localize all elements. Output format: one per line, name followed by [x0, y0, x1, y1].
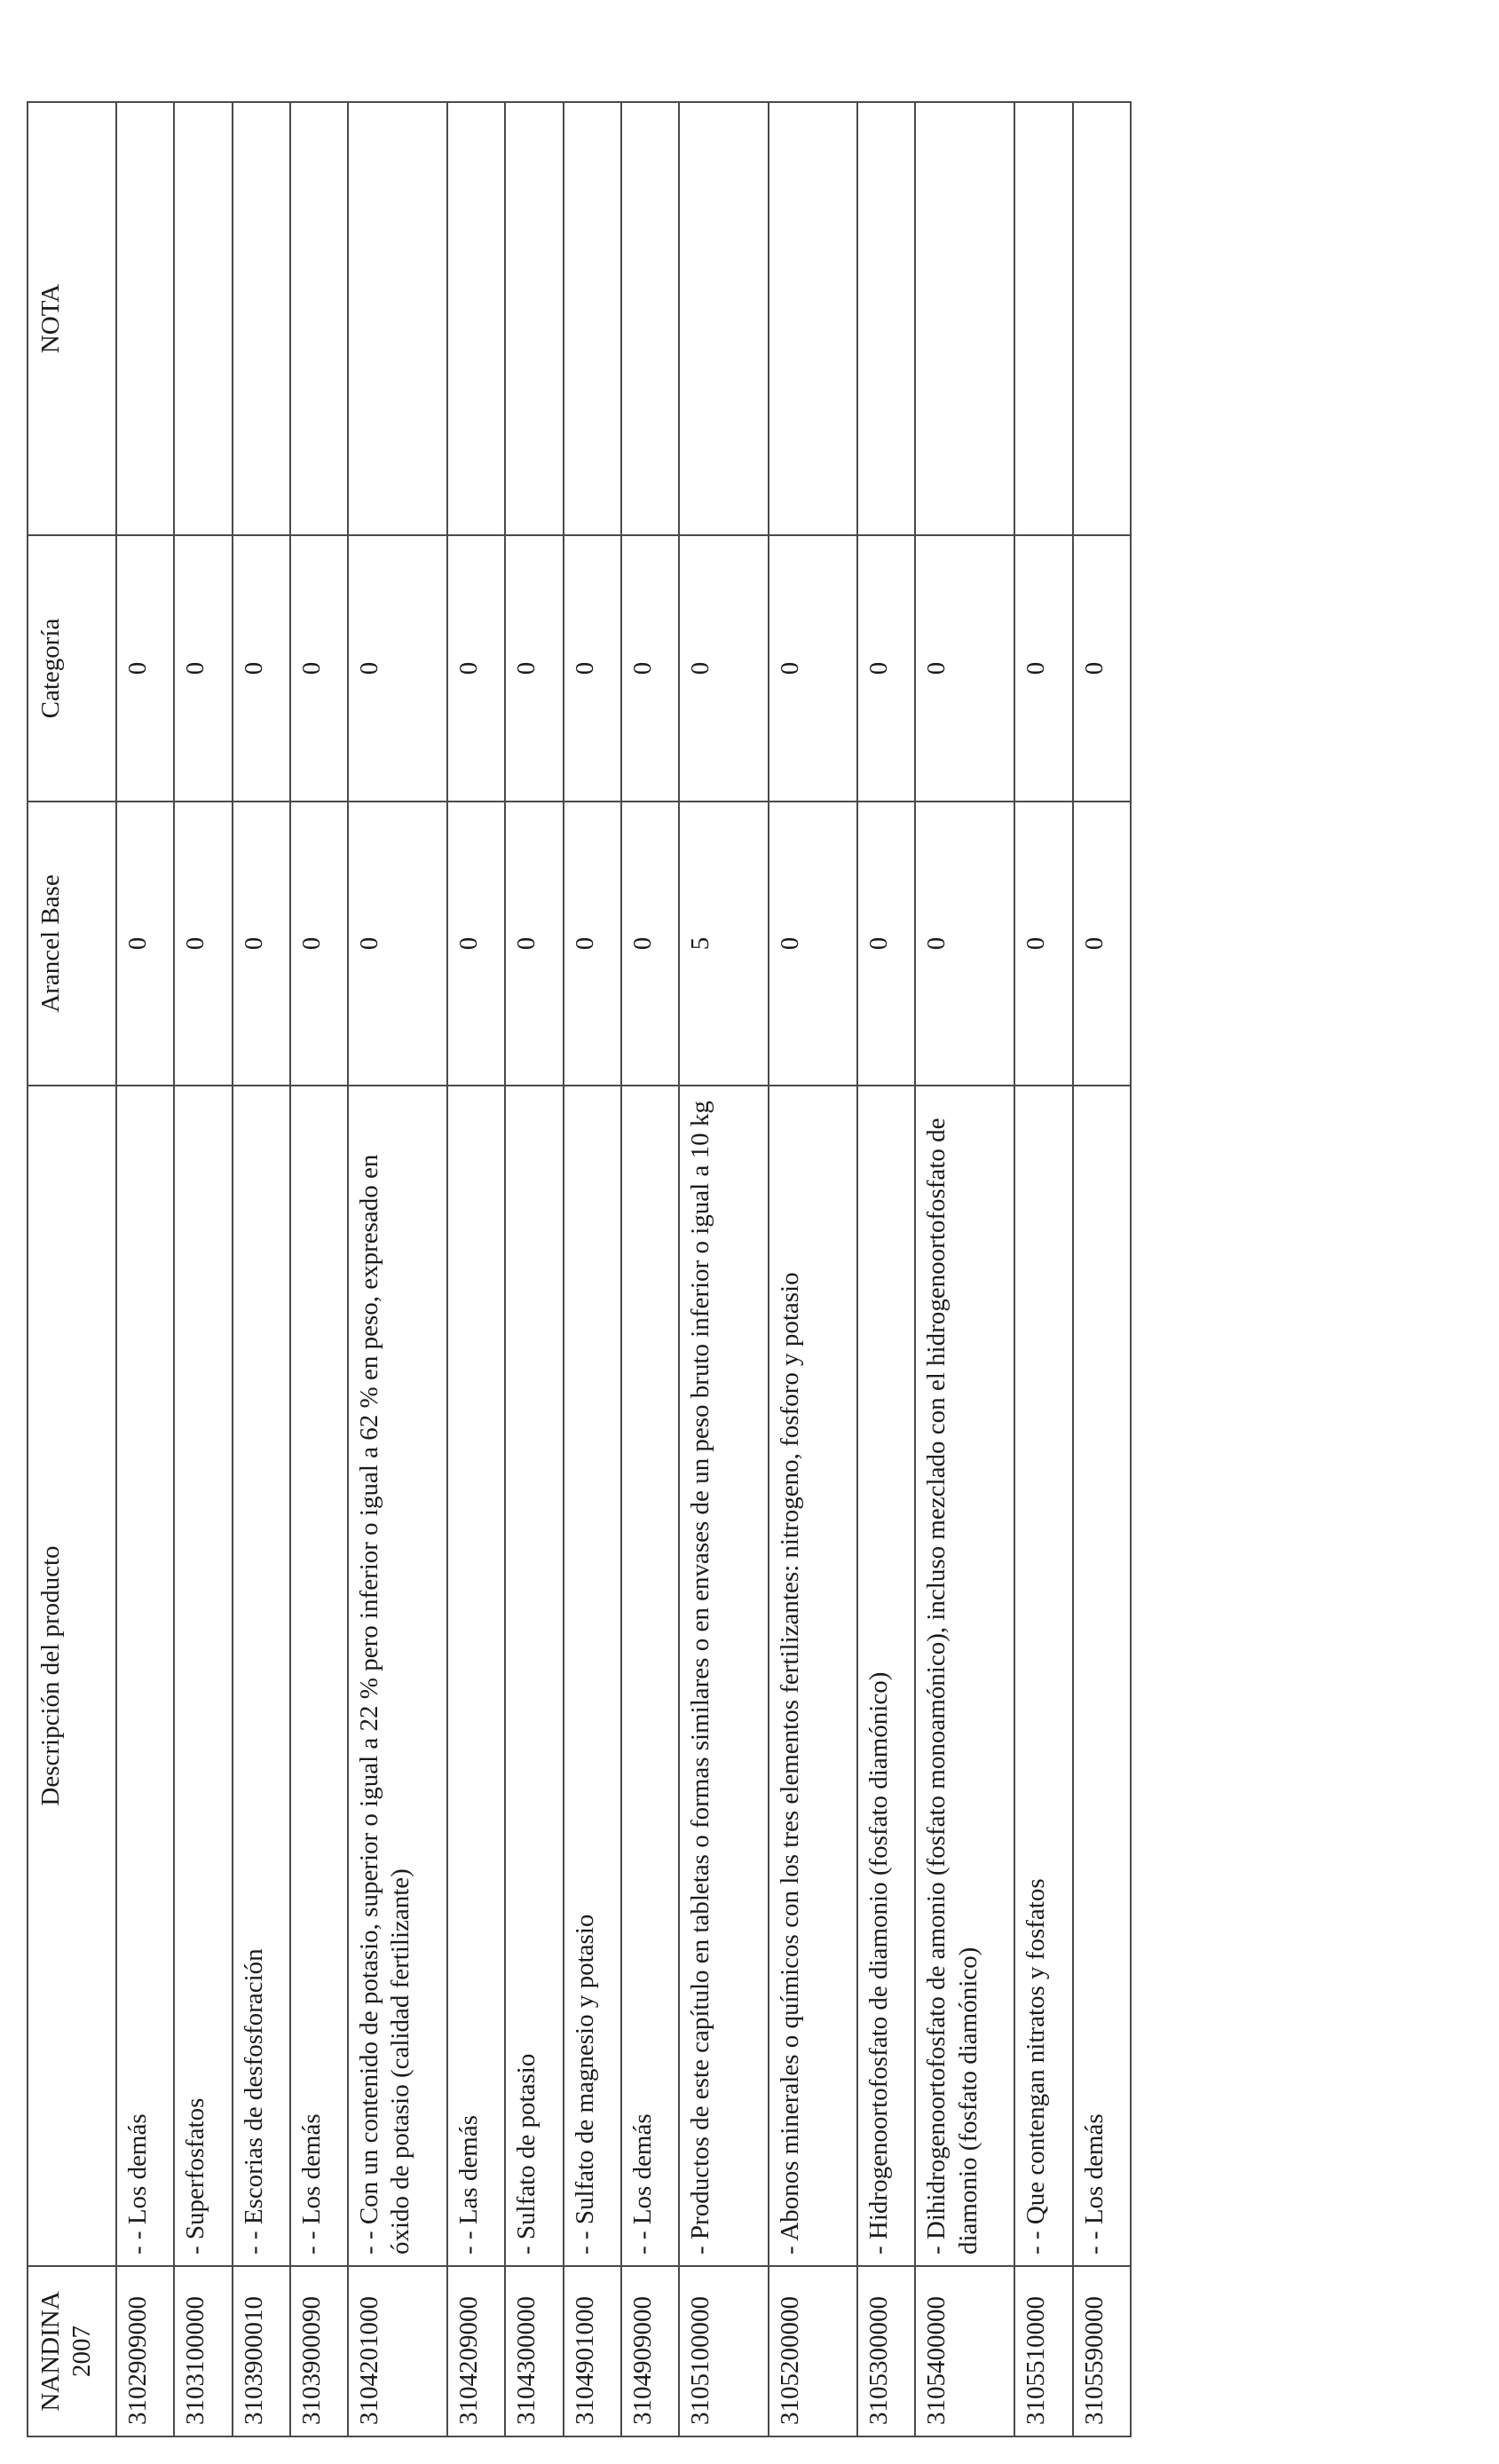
cell-note [290, 102, 348, 535]
cell-description: - - Los demás [1073, 1086, 1131, 2266]
cell-category: 0 [915, 535, 1014, 802]
cell-base-tariff: 0 [564, 802, 621, 1086]
cell-note [679, 102, 768, 535]
table-row [447, 102, 505, 2436]
cell-base-tariff: 0 [348, 802, 447, 1086]
cell-base-tariff: 0 [505, 802, 563, 1086]
cell-category: 0 [505, 535, 563, 802]
cell-code: 3104901000 [564, 2266, 621, 2436]
cell-category: 0 [348, 535, 447, 802]
table-row [233, 102, 290, 2436]
table-row [505, 102, 563, 2436]
cell-category: 0 [769, 535, 857, 802]
cell-code: 3103100000 [174, 2266, 232, 2436]
cell-note [348, 102, 447, 535]
cell-note [1073, 102, 1131, 535]
cell-note [915, 102, 1014, 535]
cell-note [857, 102, 915, 535]
header-description: Descripción del producto [28, 1086, 116, 2266]
cell-note [564, 102, 621, 535]
cell-description: - - Sulfato de magnesio y potasio [564, 1086, 621, 2266]
cell-category: 0 [857, 535, 915, 802]
cell-category: 0 [564, 535, 621, 802]
cell-description: - - Los demás [116, 1086, 174, 2266]
cell-base-tariff: 0 [621, 802, 679, 1086]
cell-code: 3103900090 [290, 2266, 348, 2436]
table-row [116, 102, 174, 2436]
cell-description: - Superfosfatos [174, 1086, 232, 2266]
cell-description: - Hidrogenoortofosfato de diamonio (fosfato diamónico) [857, 1086, 915, 2266]
cell-note [447, 102, 505, 535]
table-row [1073, 102, 1131, 2436]
header-category: Categoría [28, 535, 116, 802]
cell-description: - - Con un contenido de potasio, superior o igual a 22 % pero inferior o igual a 62 % en peso, expresado en óxido de potasio (calidad fertilizante) [348, 1086, 447, 2266]
cell-note [769, 102, 857, 535]
cell-base-tariff: 0 [1014, 802, 1072, 1086]
header-note: NOTA [28, 102, 116, 535]
cell-code: 3105590000 [1073, 2266, 1131, 2436]
table-row [174, 102, 232, 2436]
cell-description: - Dihidrogenoortofosfato de amonio (fosfato monoamónico), incluso mezclado con el hidrogenoortofosfato de diamonio (fosfato diamónico) [915, 1086, 1014, 2266]
cell-description: - Productos de este capítulo en tabletas o formas similares o en envases de un peso bruto inferior o igual a 10 kg [679, 1086, 768, 2266]
header-row [28, 102, 116, 2436]
table-row [679, 102, 768, 2436]
cell-category: 0 [447, 535, 505, 802]
cell-base-tariff: 0 [447, 802, 505, 1086]
cell-description: - Sulfato de potasio [505, 1086, 563, 2266]
cell-code: 3104300000 [505, 2266, 563, 2436]
cell-base-tariff: 0 [174, 802, 232, 1086]
cell-description: - - Las demás [447, 1086, 505, 2266]
table-row [769, 102, 857, 2436]
cell-category: 0 [116, 535, 174, 802]
cell-description: - Abonos minerales o químicos con los tres elementos fertilizantes: nitrogeno, fosforo y potasio [769, 1086, 857, 2266]
cell-base-tariff: 0 [290, 802, 348, 1086]
cell-category: 0 [174, 535, 232, 802]
cell-note [233, 102, 290, 535]
cell-code: 3105400000 [915, 2266, 1014, 2436]
table-row [621, 102, 679, 2436]
cell-note [1014, 102, 1072, 535]
cell-description: - - Escorias de desfosforación [233, 1086, 290, 2266]
cell-code: 3105510000 [1014, 2266, 1072, 2436]
table-row [564, 102, 621, 2436]
cell-code: 3105300000 [857, 2266, 915, 2436]
cell-category: 0 [621, 535, 679, 802]
cell-code: 3102909000 [116, 2266, 174, 2436]
table-row [1014, 102, 1072, 2436]
cell-note [116, 102, 174, 535]
cell-base-tariff: 0 [857, 802, 915, 1086]
cell-category: 0 [233, 535, 290, 802]
cell-description: - - Que contengan nitratos y fosfatos [1014, 1086, 1072, 2266]
table-header [28, 102, 116, 2436]
cell-base-tariff: 0 [116, 802, 174, 1086]
table-body [116, 102, 1131, 2436]
cell-code: 3103900010 [233, 2266, 290, 2436]
cell-category: 0 [1073, 535, 1131, 802]
cell-base-tariff: 0 [233, 802, 290, 1086]
cell-description: - - Los demás [290, 1086, 348, 2266]
cell-code: 3105200000 [769, 2266, 857, 2436]
cell-note [505, 102, 563, 535]
cell-category: 0 [290, 535, 348, 802]
cell-base-tariff: 0 [1073, 802, 1131, 1086]
cell-code: 3104909000 [621, 2266, 679, 2436]
cell-base-tariff: 5 [679, 802, 768, 1086]
rotated-page-content [27, 103, 1132, 2437]
cell-note [174, 102, 232, 535]
cell-note [621, 102, 679, 535]
table-row [857, 102, 915, 2436]
table-row [915, 102, 1014, 2436]
header-code: NANDINA 2007 [28, 2266, 116, 2436]
tariff-table [27, 101, 1132, 2437]
header-base-tariff: Arancel Base [28, 802, 116, 1086]
cell-base-tariff: 0 [769, 802, 857, 1086]
table-row [348, 102, 447, 2436]
cell-category: 0 [679, 535, 768, 802]
cell-code: 3104201000 [348, 2266, 447, 2436]
cell-base-tariff: 0 [915, 802, 1014, 1086]
cell-code: 3105100000 [679, 2266, 768, 2436]
cell-code: 3104209000 [447, 2266, 505, 2436]
cell-description: - - Los demás [621, 1086, 679, 2266]
cell-category: 0 [1014, 535, 1072, 802]
table-row [290, 102, 348, 2436]
